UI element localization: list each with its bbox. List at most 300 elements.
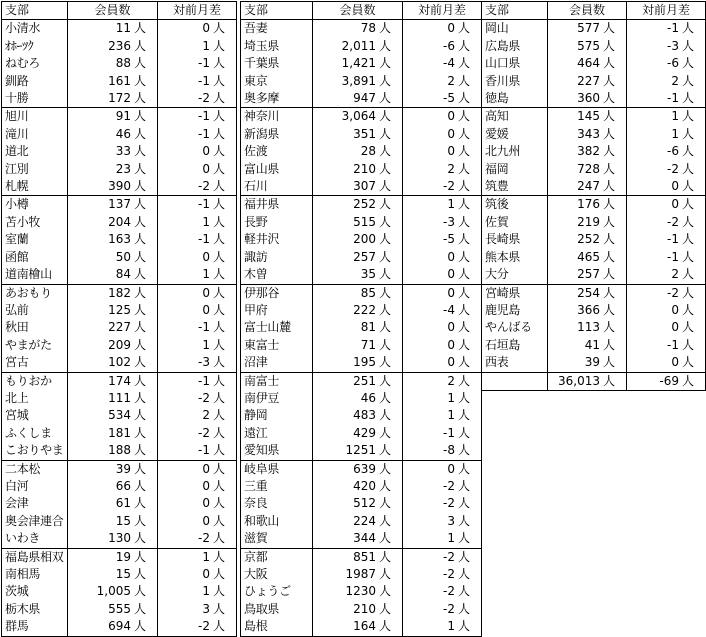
unit-label: 人 xyxy=(379,531,392,546)
month-diff-value: 1 xyxy=(202,337,210,352)
header-branch: 支部 xyxy=(2,2,68,20)
month-diff-value: -2 xyxy=(198,619,210,634)
table-row xyxy=(241,337,482,354)
member-count-value: 252 xyxy=(353,197,376,212)
table-row xyxy=(2,55,237,72)
table-row xyxy=(2,601,237,618)
header-diff: 対前月差 xyxy=(627,2,706,20)
branch-name: いわき xyxy=(2,530,68,548)
branch-name: 高知 xyxy=(482,108,548,126)
member-count xyxy=(313,20,403,38)
table-row xyxy=(2,73,237,90)
branch-name: 佐渡 xyxy=(241,143,313,160)
month-diff xyxy=(158,38,237,55)
member-count xyxy=(68,319,158,336)
unit-label: 人 xyxy=(134,619,147,634)
unit-label: 人 xyxy=(682,267,695,282)
month-diff xyxy=(627,284,706,302)
month-diff xyxy=(403,214,482,231)
month-diff-value: 0 xyxy=(671,179,679,194)
month-diff-value: 0 xyxy=(447,267,455,282)
member-count xyxy=(548,249,627,266)
month-diff-value: -2 xyxy=(667,161,679,176)
member-count xyxy=(313,495,403,512)
unit-label: 人 xyxy=(682,179,695,194)
table-row xyxy=(2,126,237,143)
month-diff-value: -1 xyxy=(667,91,679,106)
branch-name: 東京 xyxy=(241,73,313,90)
unit-label: 人 xyxy=(134,531,147,546)
month-diff xyxy=(158,20,237,38)
member-count xyxy=(313,266,403,284)
table-row xyxy=(2,90,237,108)
member-count-value: 130 xyxy=(108,531,131,546)
table-row xyxy=(241,143,482,160)
unit-label: 人 xyxy=(213,443,226,458)
month-diff xyxy=(158,55,237,72)
branch-name: 江別 xyxy=(2,161,68,178)
unit-label: 人 xyxy=(458,302,471,317)
member-count-value: 555 xyxy=(108,601,131,616)
table-row xyxy=(241,407,482,424)
total-members xyxy=(548,372,627,390)
branch-name: 小清水 xyxy=(2,20,68,38)
table-row xyxy=(241,161,482,178)
table-row xyxy=(482,231,706,248)
member-count xyxy=(68,601,158,618)
member-count-value: 420 xyxy=(353,478,376,493)
table-row xyxy=(241,302,482,319)
branch-name: 白河 xyxy=(2,478,68,495)
branch-name: あおもり xyxy=(2,284,68,302)
branch-name: ｵﾎｰﾂｸ xyxy=(2,38,68,55)
member-count xyxy=(313,601,403,618)
month-diff xyxy=(403,566,482,583)
member-count xyxy=(313,214,403,231)
member-count-value: 209 xyxy=(108,337,131,352)
branch-name: 十勝 xyxy=(2,90,68,108)
month-diff-value: 1 xyxy=(202,584,210,599)
month-diff-value: -2 xyxy=(198,91,210,106)
unit-label: 人 xyxy=(682,56,695,71)
member-count-value: 219 xyxy=(577,214,600,229)
unit-label: 人 xyxy=(458,126,471,141)
branch-name: 富山県 xyxy=(241,161,313,178)
table-row xyxy=(2,390,237,407)
unit-label: 人 xyxy=(134,601,147,616)
member-count-value: 947 xyxy=(353,91,376,106)
table-row xyxy=(2,319,237,336)
table-row xyxy=(241,618,482,636)
member-count xyxy=(313,442,403,460)
unit-label: 人 xyxy=(458,601,471,616)
unit-label: 人 xyxy=(458,425,471,440)
branch-name: 石垣島 xyxy=(482,337,548,354)
member-count-value: 39 xyxy=(584,355,600,370)
month-diff-value: 1 xyxy=(447,531,455,546)
unit-label: 人 xyxy=(379,496,392,511)
member-count-value: 88 xyxy=(115,56,131,71)
unit-label: 人 xyxy=(213,144,226,159)
month-diff xyxy=(158,73,237,90)
unit-label: 人 xyxy=(603,91,616,106)
month-diff xyxy=(627,231,706,248)
member-count-value: 1987 xyxy=(345,567,376,581)
unit-label: 人 xyxy=(682,232,695,247)
member-count-value: 222 xyxy=(353,302,376,317)
member-count xyxy=(548,302,627,319)
member-count-value: 224 xyxy=(353,513,376,528)
unit-label: 人 xyxy=(134,73,147,88)
unit-label: 人 xyxy=(603,73,616,88)
member-count-value: 575 xyxy=(577,38,600,53)
unit-label: 人 xyxy=(379,390,392,405)
month-diff-value: -1 xyxy=(198,56,210,71)
unit-label: 人 xyxy=(458,73,471,88)
unit-label: 人 xyxy=(682,302,695,317)
member-count xyxy=(548,143,627,160)
unit-label: 人 xyxy=(603,38,616,53)
branch-name: 奥会津連合 xyxy=(2,513,68,530)
month-diff-value: -6 xyxy=(667,144,679,159)
member-count xyxy=(548,231,627,248)
unit-label: 人 xyxy=(458,408,471,423)
unit-label: 人 xyxy=(379,38,392,53)
month-diff xyxy=(403,601,482,618)
table-row xyxy=(482,284,706,302)
month-diff xyxy=(158,442,237,460)
member-count-value: 2,011 xyxy=(341,38,376,53)
month-diff xyxy=(403,55,482,72)
branch-name: 滋賀 xyxy=(241,530,313,548)
month-diff xyxy=(158,214,237,231)
month-diff-value: 1 xyxy=(447,197,455,212)
table-row xyxy=(482,266,706,284)
month-diff xyxy=(627,302,706,319)
member-count xyxy=(548,178,627,196)
month-diff-value: -1 xyxy=(198,320,210,335)
branch-name: 南伊豆 xyxy=(241,390,313,407)
member-count-value: 28 xyxy=(360,144,376,159)
month-diff xyxy=(158,530,237,548)
unit-label: 人 xyxy=(134,302,147,317)
month-diff-value: -1 xyxy=(667,337,679,352)
member-count xyxy=(68,284,158,302)
month-diff xyxy=(158,460,237,478)
month-diff-value: 1 xyxy=(447,408,455,423)
month-diff-value: -4 xyxy=(443,56,455,71)
member-count xyxy=(313,38,403,55)
branch-name: 鹿児島 xyxy=(482,302,548,319)
month-diff xyxy=(627,161,706,178)
branch-name: 大分 xyxy=(482,266,548,284)
month-diff-value: 1 xyxy=(202,38,210,53)
member-count xyxy=(68,548,158,566)
table-row xyxy=(2,266,237,284)
member-count-value: 33 xyxy=(115,144,131,159)
month-diff xyxy=(403,372,482,390)
member-count xyxy=(313,108,403,126)
table-row xyxy=(2,20,237,38)
table-row xyxy=(241,284,482,302)
member-count xyxy=(313,372,403,390)
member-count-value: 66 xyxy=(115,478,131,493)
unit-label: 人 xyxy=(603,197,616,212)
month-diff xyxy=(403,390,482,407)
unit-label: 人 xyxy=(458,320,471,335)
member-count xyxy=(313,178,403,196)
month-diff-value: 0 xyxy=(447,461,455,476)
member-count xyxy=(68,425,158,442)
unit-label: 人 xyxy=(134,390,147,405)
table-row xyxy=(241,601,482,618)
unit-label: 人 xyxy=(134,513,147,528)
unit-label: 人 xyxy=(458,390,471,405)
unit-label: 人 xyxy=(458,267,471,282)
month-diff xyxy=(158,618,237,636)
unit-label: 人 xyxy=(379,197,392,212)
branch-name: 岐阜県 xyxy=(241,460,313,478)
branch-name: 千葉県 xyxy=(241,55,313,72)
unit-label: 人 xyxy=(682,355,695,370)
branch-name: 愛媛 xyxy=(482,126,548,143)
table-row xyxy=(482,161,706,178)
month-diff-value: -2 xyxy=(443,496,455,511)
unit-label: 人 xyxy=(213,337,226,352)
member-count-value: 181 xyxy=(108,425,131,440)
header-branch: 支部 xyxy=(241,2,313,20)
unit-label: 人 xyxy=(603,126,616,141)
table-row xyxy=(241,354,482,372)
member-count-value: 174 xyxy=(108,373,131,388)
branch-name: 奈良 xyxy=(241,495,313,512)
member-count xyxy=(548,38,627,55)
table-row xyxy=(2,161,237,178)
month-diff-value: 2 xyxy=(671,73,679,88)
member-count-value: 464 xyxy=(577,56,600,71)
month-diff-value: -1 xyxy=(667,232,679,247)
member-count-value: 577 xyxy=(577,21,600,36)
unit-label: 人 xyxy=(213,179,226,194)
table-row xyxy=(2,108,237,126)
month-diff xyxy=(627,108,706,126)
branch-name: 大阪 xyxy=(241,566,313,583)
member-count-value: 534 xyxy=(108,408,131,423)
member-count xyxy=(68,495,158,512)
member-count xyxy=(313,319,403,336)
month-diff xyxy=(403,20,482,38)
unit-label: 人 xyxy=(458,285,471,300)
total-diff xyxy=(627,372,706,390)
member-count-value: 15 xyxy=(115,567,131,581)
unit-label: 人 xyxy=(134,21,147,36)
month-diff-value: 0 xyxy=(202,513,210,528)
unit-label: 人 xyxy=(379,478,392,493)
table-row xyxy=(2,495,237,512)
header-members: 会員数 xyxy=(313,2,403,20)
branch-name: 長野 xyxy=(241,214,313,231)
member-count xyxy=(548,73,627,90)
unit-label: 人 xyxy=(603,56,616,71)
unit-label: 人 xyxy=(379,443,392,458)
member-count-value: 125 xyxy=(108,302,131,317)
unit-label: 人 xyxy=(379,337,392,352)
unit-label: 人 xyxy=(213,390,226,405)
branch-name: 小樽 xyxy=(2,196,68,214)
member-count-value: 512 xyxy=(353,496,376,511)
month-diff-value: -8 xyxy=(443,443,455,458)
branch-name: やんばる xyxy=(482,319,548,336)
member-count xyxy=(68,513,158,530)
branch-name: 栃木県 xyxy=(2,601,68,618)
member-count-value: 851 xyxy=(353,549,376,564)
branch-name: 会津 xyxy=(2,495,68,512)
month-diff xyxy=(403,530,482,548)
unit-label: 人 xyxy=(379,249,392,264)
branch-name: 木曽 xyxy=(241,266,313,284)
member-count xyxy=(68,407,158,424)
member-count xyxy=(313,73,403,90)
member-count-value: 3,064 xyxy=(341,109,376,124)
member-count-value: 307 xyxy=(353,179,376,194)
unit-label: 人 xyxy=(213,38,226,53)
month-diff xyxy=(403,319,482,336)
unit-label: 人 xyxy=(603,320,616,335)
unit-label: 人 xyxy=(458,496,471,511)
unit-label: 人 xyxy=(379,91,392,106)
unit-label: 人 xyxy=(134,496,147,511)
unit-label: 人 xyxy=(379,601,392,616)
table-row xyxy=(482,249,706,266)
month-diff xyxy=(403,90,482,108)
month-diff-value: 0 xyxy=(447,355,455,370)
member-count xyxy=(313,566,403,583)
member-count-value: 429 xyxy=(353,425,376,440)
member-count xyxy=(313,618,403,636)
unit-label: 人 xyxy=(379,584,392,599)
member-count-value: 351 xyxy=(353,126,376,141)
month-diff xyxy=(403,407,482,424)
member-count-value: 23 xyxy=(115,161,131,176)
member-count-value: 257 xyxy=(353,249,376,264)
table-row xyxy=(2,337,237,354)
unit-label: 人 xyxy=(458,443,471,458)
month-diff-value: -1 xyxy=(667,21,679,36)
unit-label: 人 xyxy=(682,249,695,264)
member-count-value: 251 xyxy=(353,373,376,388)
month-diff-value: -1 xyxy=(198,232,210,247)
month-diff-value: -2 xyxy=(443,549,455,564)
member-count-value: 11 xyxy=(115,21,131,36)
member-count xyxy=(313,407,403,424)
month-diff-value: 0 xyxy=(447,144,455,159)
month-diff-value: 0 xyxy=(202,21,210,36)
member-count-value: 1230 xyxy=(345,584,376,599)
unit-label: 人 xyxy=(682,144,695,159)
month-diff xyxy=(403,161,482,178)
month-diff xyxy=(627,354,706,372)
month-diff-value: -1 xyxy=(443,425,455,440)
member-count xyxy=(68,143,158,160)
unit-label: 人 xyxy=(379,126,392,141)
unit-label: 人 xyxy=(458,478,471,493)
member-count-value: 188 xyxy=(108,443,131,458)
month-diff xyxy=(403,266,482,284)
member-count-value: 1251 xyxy=(345,443,376,458)
branch-name: やまがた xyxy=(2,337,68,354)
month-diff xyxy=(403,126,482,143)
member-count-value: 71 xyxy=(360,337,376,352)
member-count xyxy=(548,319,627,336)
member-count-value: 390 xyxy=(108,179,131,194)
member-count xyxy=(68,55,158,72)
month-diff-value: 0 xyxy=(202,249,210,264)
member-count xyxy=(548,266,627,284)
unit-label: 人 xyxy=(213,373,226,388)
branch-name: 軽井沢 xyxy=(241,231,313,248)
table-row xyxy=(241,214,482,231)
month-diff-value: -1 xyxy=(667,249,679,264)
unit-label: 人 xyxy=(213,214,226,229)
unit-label: 人 xyxy=(213,249,226,264)
branch-name: 宮城 xyxy=(2,407,68,424)
member-count-value: 694 xyxy=(108,619,131,634)
unit-label: 人 xyxy=(134,478,147,493)
month-diff-value: 2 xyxy=(447,161,455,176)
unit-label: 人 xyxy=(458,232,471,247)
total-members-value: 36,013 xyxy=(558,373,600,388)
month-diff-value: 0 xyxy=(671,302,679,317)
month-diff xyxy=(627,20,706,38)
branch-name: 滝川 xyxy=(2,126,68,143)
member-count xyxy=(313,249,403,266)
month-diff-value: -1 xyxy=(198,126,210,141)
table-row xyxy=(482,73,706,90)
unit-label: 人 xyxy=(603,179,616,194)
unit-label: 人 xyxy=(213,109,226,124)
table-row xyxy=(2,583,237,600)
month-diff xyxy=(403,583,482,600)
member-count xyxy=(68,390,158,407)
branch-name: 島根 xyxy=(241,618,313,636)
month-diff xyxy=(158,548,237,566)
member-count-value: 247 xyxy=(577,179,600,194)
table-row xyxy=(241,583,482,600)
member-count xyxy=(313,90,403,108)
member-count xyxy=(548,20,627,38)
member-count-value: 41 xyxy=(584,337,600,352)
month-diff-value: 3 xyxy=(447,513,455,528)
month-diff xyxy=(403,548,482,566)
month-diff xyxy=(158,178,237,196)
month-diff-value: 1 xyxy=(447,390,455,405)
table-row xyxy=(2,354,237,372)
member-count-value: 176 xyxy=(577,197,600,212)
branch-name: 佐賀 xyxy=(482,214,548,231)
month-diff-value: -5 xyxy=(443,91,455,106)
member-count-value: 236 xyxy=(108,38,131,53)
unit-label: 人 xyxy=(379,56,392,71)
unit-label: 人 xyxy=(458,461,471,476)
unit-label: 人 xyxy=(213,425,226,440)
table-row xyxy=(241,249,482,266)
month-diff-value: -2 xyxy=(198,531,210,546)
table-row xyxy=(2,566,237,583)
member-count xyxy=(313,354,403,372)
member-count-value: 1,005 xyxy=(96,584,131,599)
branch-name: 福島県相双 xyxy=(2,548,68,566)
member-count-value: 164 xyxy=(353,619,376,634)
